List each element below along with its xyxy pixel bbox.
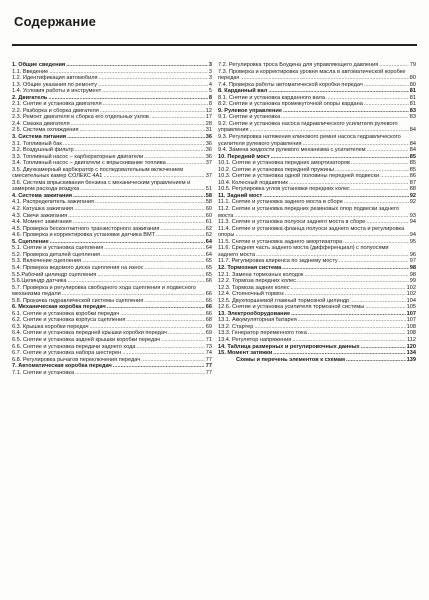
toc-entry-page: 95 (409, 238, 416, 245)
toc-entry (218, 134, 416, 147)
toc-entry-page: 98 (409, 271, 416, 278)
toc-entry-page: 64 (205, 245, 212, 252)
toc-entry-title: 6.5. Снятие и установка задней крышки коробки передач ..... (12, 337, 205, 344)
toc-entry-page: 83 (409, 107, 416, 114)
toc-entry-page: 36 (205, 147, 212, 154)
toc-entry-page: 66 (205, 304, 212, 311)
title-divider (12, 44, 417, 46)
toc-entry-title: 12.6. Снятие и установка усилителя тормозной системы ..... (218, 304, 406, 311)
toc-entry-title: 1.3. Общие указания по ремонту ..... (12, 82, 208, 89)
toc-entry-page: 66 (205, 310, 212, 317)
toc-entry-page: 120 (406, 343, 416, 350)
toc-entry-page: 64 (205, 251, 212, 258)
toc-entry-title: 11.3. Снятие и установка полуоси заднего моста в сборе ..... (218, 219, 409, 226)
toc-entry-title: 8. Карданный вал ..... (218, 88, 409, 95)
toc-entry-page: 60 (205, 206, 212, 213)
toc-entry-page: 112 (407, 336, 416, 343)
toc-entry-title: 6. Механическая коробка передач ..... (12, 304, 205, 311)
toc-entry-page: 3 (208, 62, 212, 68)
toc-entry-page: 99 (409, 278, 416, 285)
toc-entry-page: 37 (205, 160, 212, 167)
toc-entry-title: 4.6. Проверка и корректировка установки датчика ВМТ ..... (12, 232, 205, 239)
toc-entry-page: 66 (205, 278, 212, 285)
toc-entry-title: 8.2. Снятие и установка промежуточной опоры кардана ..... (218, 101, 409, 108)
toc-entry-page: 85 (409, 153, 416, 160)
toc-entry-page: 86 (409, 173, 416, 180)
toc-entry-page: 64 (205, 238, 212, 245)
toc-entry (218, 226, 416, 239)
toc-entry-title: 15. Момент затяжки ..... (218, 350, 406, 357)
toc-entry-title: 6.8. Регулировка рычагов переключения передач ..... (12, 357, 205, 364)
toc-entry (218, 121, 416, 134)
toc-entry-page: 94 (409, 219, 416, 226)
toc-entry-title: 11.5. Снятие и установка заднего амортизатора ..... (218, 239, 409, 246)
toc-entry-title: 10.4. Колесный подшипник ..... (218, 180, 409, 187)
toc-entry-page: 65 (205, 271, 212, 278)
toc-entry-page: 51 (205, 186, 212, 193)
toc-entry-page: 65 (205, 264, 212, 271)
toc-entry-page: 66 (205, 297, 212, 304)
toc-entry-title: 3.5. Двухкамерный карбюратор с последовательным включением смесительных камер СОЛЕКС 4А1 ..... (12, 167, 205, 180)
toc-entry-page: 84 (409, 147, 416, 154)
toc-entry-page: 79 (409, 62, 416, 68)
toc-entry-title: 2.5. Система охлаждения ..... (12, 127, 205, 134)
toc-entry-title: 3.3. Топливный насос – карбюраторные двигатели ..... (12, 154, 205, 161)
toc-entry-title: 11.7. Регулировка клиренса по заднему мосту ..... (218, 258, 409, 265)
toc-entry-page: 77 (205, 369, 212, 376)
toc-entry-page: 74 (205, 350, 212, 357)
toc-entry-title: 3.1. Топливный бак ..... (12, 141, 205, 148)
toc-entry-title: 9.1. Снятие и установка ..... (218, 114, 409, 121)
toc-entry-page: 68 (205, 317, 212, 324)
toc-entry-title: 5.8. Прокачка гидравлической системы сцепления ..... (12, 298, 205, 305)
toc-entry-title: 4.3. Свечи зажигания ..... (12, 213, 205, 220)
toc-entry-page: 3 (208, 75, 212, 82)
toc-entry-title: 3.6. Система впрыскивания бензина с механическим управлением и замером расхода воздуха ..... (12, 180, 205, 193)
toc-entry-title: 10.3. Снятие и установка одной половины передней подвески ..... (218, 173, 409, 180)
toc-entry-page: 88 (409, 186, 416, 193)
toc-entry (218, 206, 416, 219)
toc-entry-page: 94 (409, 232, 416, 239)
toc-entry-page: 107 (406, 310, 416, 317)
toc-entry-title: 5.5.Рабочий цилиндр сцепления ..... (12, 272, 205, 279)
toc-entry-title: 13. Электрооборудование ..... (218, 311, 406, 318)
toc-entry (12, 370, 212, 377)
toc-entry-page: 102 (406, 284, 416, 291)
toc-entry-page: 3 (208, 68, 212, 75)
toc-entry-title: 5. Сцепление ..... (12, 239, 205, 246)
toc-entry-page: 58 (205, 199, 212, 206)
toc-entry-title: 10.2. Снятие и установка передней пружины ..... (218, 167, 409, 174)
toc-entry-title: 4. Система зажигания ..... (12, 193, 205, 200)
toc-entry-page: 4 (208, 81, 212, 88)
toc-entry-title: 9.4. Замена жидкости рулевого механизма с усилителем ..... (218, 147, 409, 154)
toc-entry-page: 37 (205, 173, 212, 180)
toc-entry-page: 84 (409, 140, 416, 147)
toc-entry (12, 285, 212, 298)
toc-entry-title: 2.3. Ремонт двигателя и сборка его отдельных узлов ..... (12, 114, 205, 121)
toc-entry-title: 13.4. Регулятор напряжения ..... (218, 337, 406, 344)
toc-entry-page: 8 (208, 101, 212, 108)
toc-entry-title: 10. Передний мост ..... (218, 154, 409, 161)
toc-entry-title: Схемы и перечень элементов к схемам ..... (236, 357, 406, 364)
toc-entry-title: 10.5. Регулировка углов установки передних колес ..... (218, 186, 409, 193)
toc-entry-title: 5.3. Включение сцепления ..... (12, 258, 205, 265)
toc-entry-page: 92 (409, 192, 416, 199)
toc-entry-page: 65 (205, 258, 212, 265)
toc-entry-title: 10.1. Снятие и установка передних амортизаторов ..... (218, 160, 409, 167)
toc-entry-page: 87 (409, 179, 416, 186)
toc-entry (218, 357, 416, 364)
toc-entry-title: 6.7. Снятие и установка набора шестерен ..... (12, 350, 205, 357)
toc-entry-page: 80 (409, 75, 416, 82)
toc-entry-title: 6.2. Снятие и установка корпуса сцепления ..... (12, 317, 205, 324)
toc-entry-title: 1.4. Условия работы и инструмент ..... (12, 88, 208, 95)
toc-entry (12, 180, 212, 193)
toc-entry-page: 98 (409, 264, 416, 271)
toc-entry-page: 77 (205, 363, 212, 370)
toc-entry-title: 12.1. Замена тормозных колодок ..... (218, 272, 409, 279)
toc-entry-title: 12.3. Тормоза задних колес ..... (218, 285, 406, 292)
toc-entry-title: 9. Рулевое управление ..... (218, 108, 409, 115)
toc-entry-page: 97 (409, 258, 416, 265)
toc-entry-page: 71 (205, 336, 212, 343)
toc-entry-title: 13.1. Аккумуляторная батарея ..... (218, 317, 406, 324)
toc-entry-title: 13.3. Генератор переменного тока ..... (218, 330, 406, 337)
toc-right-column (218, 62, 416, 363)
toc-entry-title: 5.2. Проверка деталей сцепления ..... (12, 252, 205, 259)
toc-entry (12, 167, 212, 180)
toc-entry-page: 139 (406, 356, 416, 363)
toc-entry-page: 104 (406, 297, 416, 304)
toc-entry-title: 11.2. Снятие и установка передних резиновых опор подвески заднего моста ..... (218, 206, 409, 219)
toc-entry-page: 31 (205, 127, 212, 134)
toc-entry-page: 81 (409, 94, 416, 101)
toc-entry-page: 81 (409, 88, 416, 95)
toc-entry-title: 2.1. Снятие и установка двигателя ..... (12, 101, 208, 108)
toc-entry-title: 1.1. Введение ..... (12, 69, 208, 76)
toc-entry-page: 12 (205, 107, 212, 114)
toc-entry-page: 66 (205, 291, 212, 298)
toc-entry-page: 96 (409, 251, 416, 258)
toc-entry-page: 60 (205, 212, 212, 219)
toc-entry-title: 6.3. Крышка коробки передач ..... (12, 324, 205, 331)
toc-entry-title: 4.1. Распределитель зажигания ..... (12, 199, 205, 206)
toc-entry-title: 7.3. Проверка и корректировка уровня масла в автоматической коробке передач ..... (218, 69, 409, 82)
toc-entry-title: 2. Двигатель ..... (12, 95, 208, 102)
toc-entry-page: 81 (409, 101, 416, 108)
toc-entry-title: 9.2. Снятие и установка насоса гидравлического усилителя рулевого управления ..... (218, 121, 409, 134)
toc-entry-page: 62 (205, 225, 212, 232)
toc-entry-page: 80 (409, 81, 416, 88)
toc-entry-title: 11. Задний мост ..... (218, 193, 409, 200)
toc-entry-title: 11.6. Средняя часть заднего моста (дифференциал) с полуосями заднего моста ..... (218, 245, 409, 258)
toc-entry-page: 107 (406, 317, 416, 324)
toc-entry-title: 1. Общие сведения ..... (12, 62, 208, 69)
toc-entry-page: 69 (205, 323, 212, 330)
toc-entry-page: 93 (409, 212, 416, 219)
toc-entry-title: 5.6.Цилиндр датчика ..... (12, 278, 205, 285)
toc-entry-page: 58 (205, 192, 212, 199)
toc-entry-title: 7.2. Регулировка троса Боудена для управляющего давления ..... (218, 62, 409, 69)
toc-entry-title: 14. Таблица размерных и регулировочных данных ..... (218, 344, 406, 351)
toc-entry (218, 245, 416, 258)
toc-entry-title: 12.2. Тормоза передних колес ..... (218, 278, 409, 285)
toc-entry (218, 69, 416, 82)
toc-entry-page: 105 (406, 304, 416, 311)
toc-entry-title: 7.1. Снятие и установка ..... (12, 370, 205, 377)
toc-entry-page: 5 (208, 88, 212, 95)
toc-entry-page: 85 (409, 166, 416, 173)
toc-entry-title: 5.1. Снятие и установка сцепления ..... (12, 245, 205, 252)
toc-entry-title: 11.1. Снятие и установка заднего моста в сборе ..... (218, 199, 409, 206)
toc-entry-title: 3. Система питания ..... (12, 134, 205, 141)
toc-entry-title: 2.4. Смазка двигателя ..... (12, 121, 205, 128)
toc-entry-page: 83 (409, 114, 416, 121)
toc-entry-page: 108 (406, 330, 416, 337)
toc-entry-page: 61 (205, 219, 212, 226)
toc-entry-page: 84 (409, 127, 416, 134)
toc-entry-title: 6.6. Снятие и установка передачи заднего хода ..... (12, 344, 205, 351)
toc-entry-title: 5.4. Проверка ведомого диска сцепления на износ ..... (12, 265, 205, 272)
toc-entry-title: 4.5. Проверка бесконтактного транзисторного зажигания ..... (12, 226, 205, 233)
toc-entry-page: 77 (205, 356, 212, 363)
toc-entry-title: 9.3. Регулировка натяжения клинового ремня насоса гидравлического усилителя рулевого управления ..... (218, 134, 409, 147)
toc-entry-title: 6.4. Снятие и установка передней крышки коробки передач ..... (12, 330, 205, 337)
toc-entry-title: 12. Тормозная система ..... (218, 265, 409, 272)
toc-entry-page: 36 (205, 140, 212, 147)
toc-entry-page: 134 (406, 350, 416, 357)
toc-entry-page: 17 (205, 114, 212, 121)
toc-entry-page: 36 (205, 153, 212, 160)
toc-entry-title: 5.7. Проверка и регулировка свободного хода сцепления и подвесного механизма педали ..... (12, 285, 205, 298)
toc-entry-page: 102 (406, 291, 416, 298)
toc-entry-title: 4.2. Катушка зажигания ..... (12, 206, 205, 213)
toc-entry-title: 6.1. Снятие и установка коробки передач ..... (12, 311, 205, 318)
toc-entry-title: 3.4. Топливный насос – двигатели с впрыскивание топлива ..... (12, 160, 205, 167)
toc-entry-page: 108 (406, 323, 416, 330)
toc-entry-title: 4.4. Момент зажигания ..... (12, 219, 205, 226)
toc-entry-title: 12.4. Стояночный тормоз ..... (218, 291, 406, 298)
toc-entry-title: 1.2. Идентификация автомобиля ..... (12, 75, 208, 82)
toc-left-column (12, 62, 212, 376)
toc-entry-title: 11.4. Снятие и установка фланца полуоси заднего моста и регулировка опоры ..... (218, 226, 409, 239)
page-title: Содержание (14, 14, 97, 29)
toc-entry-page: 36 (205, 134, 212, 141)
toc-entry-title: 13.2. Стартер ..... (218, 324, 406, 331)
toc-entry-title: 7.4. Проверка работы автоматической коробки передач ..... (218, 82, 409, 89)
toc-entry-page: 28 (205, 120, 212, 127)
toc-entry-title: 12.5. Двухпоршневой главный тормозной цилиндр ..... (218, 298, 406, 305)
toc-entry-title: 8.1. Снятие и установка карданного вала ..... (218, 95, 409, 102)
toc-entry-title: 7. Автоматическая коробка передач ..... (12, 363, 205, 370)
toc-entry-page: 92 (409, 199, 416, 206)
toc-entry-page: 62 (205, 232, 212, 239)
toc-entry-page: 73 (205, 343, 212, 350)
toc-entry-title: 3.2. Воздушный фильтр ..... (12, 147, 205, 154)
toc-entry-title: 2.2. Разборка и сборка двигателя ..... (12, 108, 205, 115)
toc-entry-page: 85 (409, 160, 416, 167)
toc-entry-page: 69 (205, 330, 212, 337)
toc-entry-page: 8 (208, 94, 212, 101)
